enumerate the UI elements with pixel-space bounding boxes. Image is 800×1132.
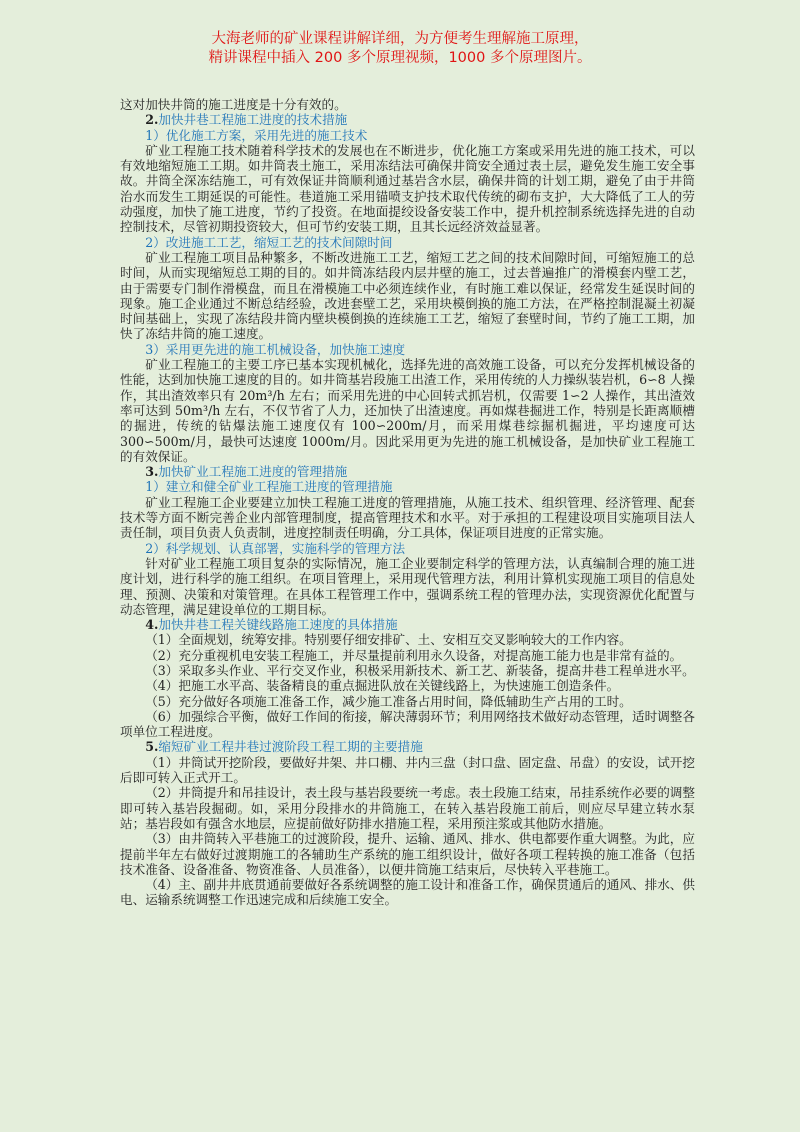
subsection-heading: 2）改进施工工艺，缩短工艺的技术间隙时间 <box>145 234 393 250</box>
paragraph: 矿业工程施工技术随着科学技术的发展也在不断进步，优化施工方案或采用先进的施工技术，可以有效地缩短施工工期。如井筒表土施工，采用冻结法可确保井筒安全通过表土层，避免发生施工安全事故。井筒全深冻结施工，可有效保证井筒顺利通过基岩含水层，确保井筒的计划工期，避免了由于井筒治水而发生工期延误的可能性。巷道施工采用锚喷支护技术取代传统的砌布支护，大大降低了工人的劳动强度，加快了施工进度，节约了投资。在地面提绞设备安装工作中，提升机控制系统选择先进的自动控制技术，尽管初期投资较大，但可节约安装工期，且其长远经济效益显著。 <box>120 142 695 235</box>
section-heading <box>120 112 695 127</box>
promo-banner <box>0 30 800 68</box>
document-body <box>120 97 695 908</box>
section-number: 4. <box>145 617 159 633</box>
section-heading <box>120 739 695 754</box>
paragraph: （2）井筒提升和吊挂设计，表土段与基岩段要统一考虑。表土段施工结束，吊挂系统作必要的调整即可转入基岩段掘砌。如，采用分段排水的井筒施工，在转入基岩段施工前后，则应尽早建立转水泵站；基岩段如有强含水地层，应提前做好防排水措施工程，采用预注浆或其他防水措施。 <box>120 785 695 831</box>
paragraph: （6）加强综合平衡，做好工作间的衔接，解决薄弱环节；利用网络技术做好动态管理，适时调整各项单位工程进度。 <box>120 708 695 740</box>
section-title: 加快井巷工程施工进度的技术措施 <box>158 112 348 128</box>
paragraph: （1）井筒试开挖阶段，要做好井架、井口棚、井内三盘（封口盘、固定盘、吊盘）的安设，试开挖后即可转入正式开工。 <box>120 754 695 786</box>
paragraph: （3）由井筒转入平巷施工的过渡阶段，提升、运输、通风、排水、供电都要作重大调整。为此，应提前半年左右做好过渡期施工的各辅助生产系统的施工组织设计，做好各项工程转换的施工准备（包括技术准备、设备准备、物资准备、人员准备），以便井筒施工结束后，尽快转入平巷施工。 <box>120 831 695 877</box>
paragraph: （5）充分做好各项施工准备工作，减少施工准备占用时间，降低辅助生产占用的工时。 <box>145 693 632 709</box>
paragraph: 矿业工程施工企业要建立加快工程施工进度的管理措施，从施工技术、组织管理、经济管理、配套技术等方面不断完善企业内部管理制度，提高管理技术和水平。对于承担的工程建设项目实施项目法人责任制，项目负责人负责制，进度控制责任明确，分工具体，保证项目进度的正常实施。 <box>120 494 695 541</box>
subsection-heading: 3）采用更先进的施工机械设备，加快施工速度 <box>145 341 406 357</box>
paragraph: （4）主、副井井底贯通前要做好各系统调整的施工设计和准备工作，确保贯通后的通风、排水、供电、运输系统调整工作迅速完成和后续施工安全。 <box>120 877 695 908</box>
paragraph: （2）充分重视机电安装工程施工，并尽量提前利用永久设备，对提高施工能力也是非常有益的。 <box>145 647 683 663</box>
subsection-heading: 1）建立和健全矿业工程施工进度的管理措施 <box>145 479 393 495</box>
section-number: 3. <box>145 464 159 480</box>
section-number: 5. <box>145 739 159 755</box>
subsection-heading: 2）科学规划、认真部署，实施科学的管理方法 <box>145 540 406 556</box>
paragraph: （1）全面规划，统筹安排。特别要仔细安排矿、土、安相互交叉影响较大的工作内容。 <box>145 632 632 648</box>
section-title: 缩短矿业工程井巷过渡阶段工程工期的主要措施 <box>158 739 423 755</box>
paragraph: （4）把施工水平高、装备精良的重点掘进队放在关键线路上，为快速施工创造条件。 <box>145 678 620 694</box>
subsection-heading: 1）优化施工方案，采用先进的施工技术 <box>145 127 368 143</box>
section-heading <box>120 464 695 479</box>
paragraph: 矿业工程施工的主要工序已基本实现机械化，选择先进的高效施工设备，可以充分发挥机械设备的性能，达到加快施工速度的目的。如井筒基岩段施工出渣工作，采用传统的人力操纵装岩机，6∽8 人操作，其出渣效率只有 20m³/h 左右；而采用先进的中心回转式抓岩机，仅需要 1∽2 人操作，其出渣效率可达到 50m³/h 左右，不仅节省了人力，还加快了出渣速度。再如煤巷掘进工作，特别是长距离顺槽的掘进，传统的钻爆法施工速度仅有 100∽200m/月，而采用煤巷综掘机掘进，平均速度可达 300∽500m/月，最快可达速度 1000m/月。因此采用更为先进的施工机械设备，是加快矿业工程施工的有效保证。 <box>120 357 695 464</box>
paragraph: 这对加快井筒的施工进度是十分有效的。 <box>120 97 347 112</box>
section-title: 加快井巷工程关键线路施工速度的具体措施 <box>158 617 398 633</box>
banner-line-1: 大海老师的矿业课程讲解详细，为方便考生理解施工原理， <box>211 31 589 47</box>
section-heading <box>120 617 695 632</box>
paragraph: （3）采取多头作业、平行交叉作业，积极采用新技术、新工艺、新装备，提高井巷工程单进水平。 <box>145 662 695 678</box>
paragraph: 针对矿业工程施工项目复杂的实际情况，施工企业要制定科学的管理方法，认真编制合理的施工进度计划，进行科学的施工组织。在项目管理上，采用现代管理方法，利用计算机实现施工项目的信息处理、预测、决策和对策管理。在具体工程管理工作中，强调系统工程的管理办法，实现资源优化配置与动态管理，满足建设单位的工期目标。 <box>120 555 695 617</box>
section-number: 2. <box>145 112 159 128</box>
banner-line-2: 精讲课程中插入 200 多个原理视频，1000 多个原理图片。 <box>208 50 592 66</box>
paragraph: 矿业工程施工项目品种繁多，不断改进施工工艺，缩短工艺之间的技术间隙时间，可缩短施工的总时间，从而实现缩短总工期的目的。如井筒冻结段内层井壁的施工，过去普遍推广的滑模套内壁工艺，由于需要专门制作滑模盘，而且在滑模施工中必须连续作业，有时施工难以保证，经常发生延误时间的现象。施工企业通过不断总结经验，改进套壁工艺，采用块模倒换的施工方法，在严格控制混凝土初凝时间基础上，实现了冻结段井筒内壁块模倒换的连续施工工艺，缩短了套壁时间，节约了施工工期，加快了冻结井筒的施工速度。 <box>120 249 695 342</box>
section-title: 加快矿业工程施工进度的管理措施 <box>158 464 348 480</box>
